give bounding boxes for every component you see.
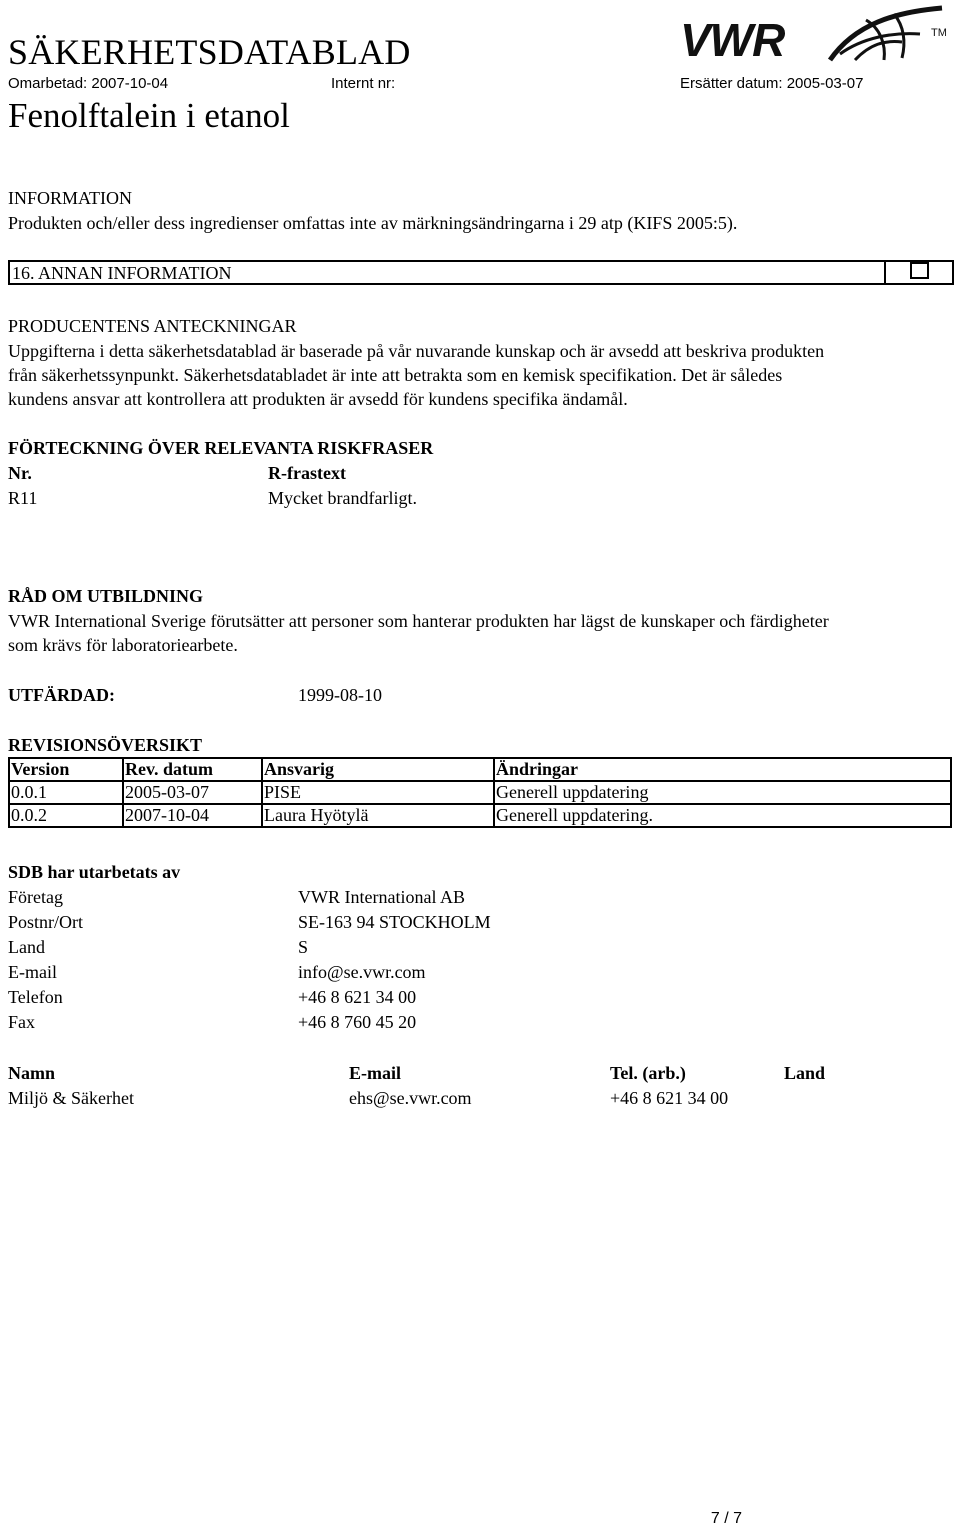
revision-table	[8, 757, 952, 828]
issued-label: UTFÄRDAD:	[8, 685, 115, 705]
product-name: Fenolftalein i etanol	[8, 96, 290, 135]
section-16-bar	[8, 260, 954, 285]
prepared-by-label: Postnr/Ort	[8, 912, 84, 932]
section-bar-divider	[884, 262, 886, 283]
training-heading: RÅD OM UTBILDNING	[8, 586, 204, 606]
prepared-by-label: E-mail	[8, 962, 57, 982]
page-number: 7 / 7	[710, 1510, 742, 1527]
training-line: VWR International Sverige förutsätter att personer som hanterar produkten har lägst de kunskaper och färdigheter	[8, 611, 829, 631]
prepared-by-label: Telefon	[8, 987, 63, 1007]
producer-notes-line: kundens ansvar att kontrollera att produkten är avsedd för kundens specifika ändamål.	[8, 389, 628, 409]
training-line: som krävs för laboratoriearbete.	[8, 635, 238, 655]
logo-wordmark: VWR	[680, 14, 785, 66]
revision-header-row	[9, 758, 951, 781]
document-title: SÄKERHETSDATABLAD	[8, 32, 411, 72]
section-checkbox[interactable]	[910, 262, 929, 279]
risk-phrase-text: Mycket brandfarligt.	[268, 488, 417, 508]
contacts-col-header: Tel. (arb.)	[610, 1063, 686, 1083]
contacts-col-header: Namn	[8, 1063, 56, 1083]
table-row	[9, 804, 951, 827]
prepared-by-value: info@se.vwr.com	[298, 962, 426, 982]
information-text: Produkten och/eller dess ingredienser omfattas inte av märkningsändringarna i 29 atp (KIFS 2005:5).	[8, 213, 738, 233]
logo-trademark: TM	[931, 27, 947, 39]
prepared-by-value: +46 8 621 34 00	[298, 987, 417, 1007]
prepared-by-heading: SDB har utarbetats av	[8, 862, 181, 882]
revision-changes: Generell uppdatering.	[494, 804, 951, 827]
revision-date: 2005-03-07	[123, 781, 262, 804]
prepared-by-value: SE-163 94 STOCKHOLM	[298, 912, 491, 932]
contact-phone: +46 8 621 34 00	[610, 1088, 729, 1108]
producer-notes-line: från säkerhetssynpunkt. Säkerhetsdatabladet är inte att betrakta som en kemisk specifikation. Det är således	[8, 365, 783, 385]
revision-col-header: Rev. datum	[123, 758, 262, 781]
contacts-col-header: Land	[784, 1063, 826, 1083]
revised-date: Omarbetad: 2007-10-04	[8, 75, 169, 92]
prepared-by-value: S	[298, 937, 309, 957]
revision-version: 0.0.1	[9, 781, 123, 804]
revision-owner: PISE	[262, 781, 494, 804]
revision-col-header: Version	[9, 758, 123, 781]
producer-notes-heading: PRODUCENTENS ANTECKNINGAR	[8, 316, 297, 336]
revision-col-header: Ansvarig	[262, 758, 494, 781]
revision-changes: Generell uppdatering	[494, 781, 951, 804]
issued-date: 1999-08-10	[298, 685, 382, 705]
prepared-by-value: +46 8 760 45 20	[298, 1012, 417, 1032]
contact-email[interactable]: ehs@se.vwr.com	[349, 1088, 472, 1108]
risk-col-text-header: R-frastext	[268, 463, 346, 483]
table-row	[9, 781, 951, 804]
risk-col-nr-header: Nr.	[8, 463, 32, 483]
revision-owner: Laura Hyötylä	[262, 804, 494, 827]
producer-notes-line: Uppgifterna i detta säkerhetsdatablad är baserade på vår nuvarande kunskap och är avsedd att beskriva produkten	[8, 341, 825, 361]
revision-heading: REVISIONSÖVERSIKT	[8, 735, 203, 755]
replaces-date: Ersätter datum: 2005-03-07	[680, 75, 864, 92]
vwr-logo-graphic	[680, 4, 952, 68]
contact-name: Miljö & Säkerhet	[8, 1088, 134, 1108]
prepared-by-label: Företag	[8, 887, 63, 907]
revision-col-header: Ändringar	[494, 758, 951, 781]
vwr-logo	[680, 4, 952, 68]
revision-date: 2007-10-04	[123, 804, 262, 827]
section-16-title: 16. ANNAN INFORMATION	[12, 263, 232, 283]
risk-phrases-heading: FÖRTECKNING ÖVER RELEVANTA RISKFRASER	[8, 438, 434, 458]
risk-phrase-nr: R11	[8, 488, 38, 508]
contacts-col-header: E-mail	[349, 1063, 401, 1083]
internal-number: Internt nr:	[331, 75, 396, 92]
information-heading: INFORMATION	[8, 188, 133, 208]
prepared-by-value: VWR International AB	[298, 887, 465, 907]
prepared-by-label: Fax	[8, 1012, 35, 1032]
revision-version: 0.0.2	[9, 804, 123, 827]
prepared-by-label: Land	[8, 937, 45, 957]
